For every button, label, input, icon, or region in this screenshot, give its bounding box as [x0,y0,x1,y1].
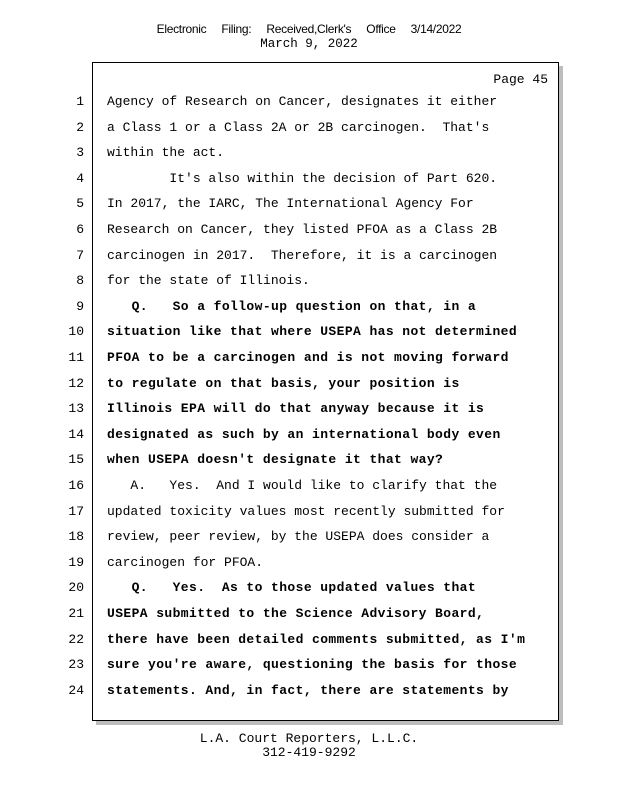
footer-company: L.A. Court Reporters, L.L.C. [199,731,419,746]
transcript-line [0,683,618,709]
line-text: within the act. [107,145,225,161]
line-number: 1 [76,94,84,109]
transcript-line [0,248,618,274]
transcript-line [0,657,618,683]
line-number: 14 [68,426,84,442]
line-text: carcinogen in 2017. Therefore, it is a carcinogen [107,247,498,263]
footer-phone: 312-419-9292 [262,745,356,760]
line-text: for the state of Illinois. [107,273,310,289]
transcript-line [0,120,618,146]
transcript-line [0,427,618,453]
line-text: updated toxicity values most recently submitted for [107,503,505,519]
line-number: 11 [68,350,84,365]
line-number: 7 [76,247,84,263]
line-number: 24 [68,682,84,698]
filing-office: Office [366,22,396,36]
transcript-line [0,196,618,222]
transcript-line [0,222,618,248]
line-text: to regulate on that basis, your position is [107,375,460,391]
line-text: carcinogen for PFOA. [107,554,264,570]
line-text: statements. And, in fact, there are statements by [107,682,509,698]
line-text: A. Yes. And I would like to clarify that the [107,478,498,493]
line-number: 2 [76,119,84,135]
transcript-date: March 9, 2022 [260,37,358,51]
line-number: 10 [68,324,84,340]
line-text: It's also within the decision of Part 620. [107,170,498,186]
line-text: when USEPA doesn't designate it that way? [107,452,444,468]
transcript-line [0,94,618,120]
transcript-line [0,504,618,530]
line-text: designated as such by an international body even [107,426,501,442]
line-text: Q. So a follow-up question on that, in a [107,298,477,314]
filing-date: 3/14/2022 [410,22,462,36]
line-text: there have been detailed comments submitted, as I'm [107,631,526,647]
filing-received: Received,Clerk's [266,22,352,36]
filing-electronic: Electronic [156,22,207,36]
filing-stamp [0,22,618,36]
line-number: 21 [68,606,84,621]
transcript-line [0,273,618,299]
line-number: 9 [76,298,84,314]
transcript-line [0,478,618,504]
line-number: 3 [76,145,84,161]
line-number: 19 [68,554,84,570]
transcript-line [0,299,618,325]
line-text: In 2017, the IARC, The International Agency For [107,196,474,212]
line-number: 13 [68,401,84,417]
line-number: 12 [68,375,84,391]
transcript-line [0,324,618,350]
line-number: 8 [76,273,84,289]
page-number: Page 45 [493,72,548,87]
transcript-line [0,632,618,658]
line-number: 18 [68,529,84,545]
transcript-line [0,145,618,171]
line-text: USEPA submitted to the Science Advisory Board, [107,606,485,621]
line-text: Q. Yes. As to those updated values that [107,580,477,596]
transcript-line [0,171,618,197]
transcript-line [0,529,618,555]
transcript-line [0,580,618,606]
transcript-line [0,555,618,581]
line-text: Agency of Research on Cancer, designates it either [107,94,498,109]
line-number: 16 [68,478,84,493]
transcript-line [0,606,618,632]
line-text: review, peer review, by the USEPA does consider a [107,529,490,545]
transcript-line [0,350,618,376]
line-number: 6 [76,222,84,237]
line-text: Illinois EPA will do that anyway because it is [107,401,485,417]
transcript-line [0,452,618,478]
transcript-line [0,401,618,427]
line-text: a Class 1 or a Class 2A or 2B carcinogen. That's [107,119,490,135]
line-number: 20 [68,580,84,596]
line-number: 23 [68,657,84,673]
line-number: 15 [68,452,84,468]
transcript-line [0,376,618,402]
line-text: Research on Cancer, they listed PFOA as a Class 2B [107,222,498,237]
line-text: sure you're aware, questioning the basis for those [107,657,518,673]
line-text: situation like that where USEPA has not determined [107,324,518,340]
line-number: 4 [76,170,84,186]
line-number: 22 [68,631,84,647]
line-number: 5 [76,196,84,212]
line-text: PFOA to be a carcinogen and is not moving forward [107,350,509,365]
line-number: 17 [68,503,84,519]
footer [0,732,618,760]
filing-word: Filing: [221,22,252,36]
